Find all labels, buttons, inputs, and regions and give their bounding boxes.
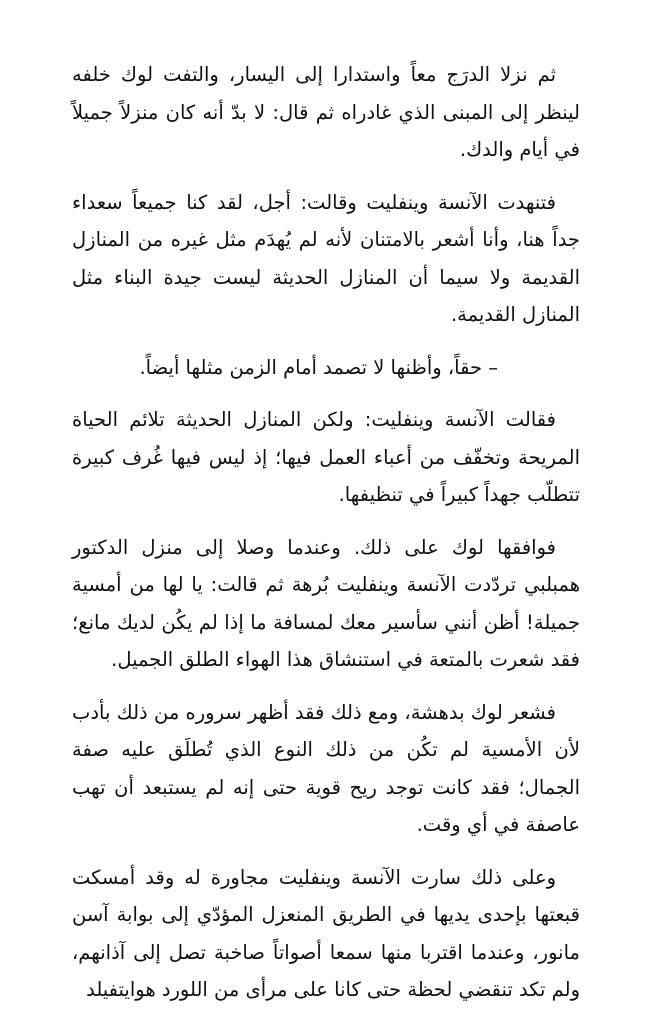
- paragraph-4: فقالت الآنسة وينفليت: ولكن المنازل الحديثة تلائم الحياة المريحة وتخفّف من أعباء العمل فيها؛ إذ ليس فيها غُرف كبيرة تتطلّب جهداً كبيراً في تنظيفها.: [72, 408, 580, 506]
- paragraph-3: – حقاً، وأظنها لا تصمد أمام الزمن مثلها أيضاً.: [139, 355, 498, 379]
- paragraph-6: فشعر لوك بدهشة، ومع ذلك فقد أظهر سروره من ذلك بأدب لأن الأمسية لم تكُن من ذلك النوع الذي تُطلَق عليه صفة الجمال؛ فقد كانت توجد ريح قوية حتى إنه لم يستبعد أن تهب عاصفة في أي وقت.: [72, 700, 580, 836]
- paragraph-7: وعلى ذلك سارت الآنسة وينفليت مجاورة له وقد أمسكت قبعتها بإحدى يديها في الطريق المنعزل المؤدّي إلى بوابة آسن مانور، وعندما اقتربا منها سمعا أصواتاً صاخبة تصل إلى آذانهم، ولم تكد تنقضي لحظة حتى كانا على مرأى من اللورد هوايتفيلد: [72, 865, 580, 1001]
- paragraph-1: ثم نزلا الدرَج معاً واستدارا إلى اليسار، والتفت لوك خلفه لينظر إلى المبنى الذي غادراه ثم قال: لا بدّ أنه كان منزلاً جميلاً في أيام والدك.: [72, 63, 580, 161]
- book-page: [72, 56, 580, 1024]
- paragraph-2: فتنهدت الآنسة وينفليت وقالت: أجل، لقد كنا جميعاً سعداء جداً هنا، وأنا أشعر بالامتنان لأنه لم يُهدَم مثل غيره من المنازل القديمة ولا سيما أن المنازل الحديثة ليست جيدة البناء مثل المنازل القديمة.: [72, 190, 580, 326]
- paragraph-5: فوافقها لوك على ذلك. وعندما وصلا إلى منزل الدكتور همبلبي تردّدت الآنسة وينفليت بُرهة ثم قالت: يا لها من أمسية جميلة! أظن أنني سأسير معك لمسافة ما إذا لم يكُن لديك مانع؛ فقد شعرت بالمتعة في استنشاق هذا الهواء الطلق الجميل.: [72, 535, 580, 671]
